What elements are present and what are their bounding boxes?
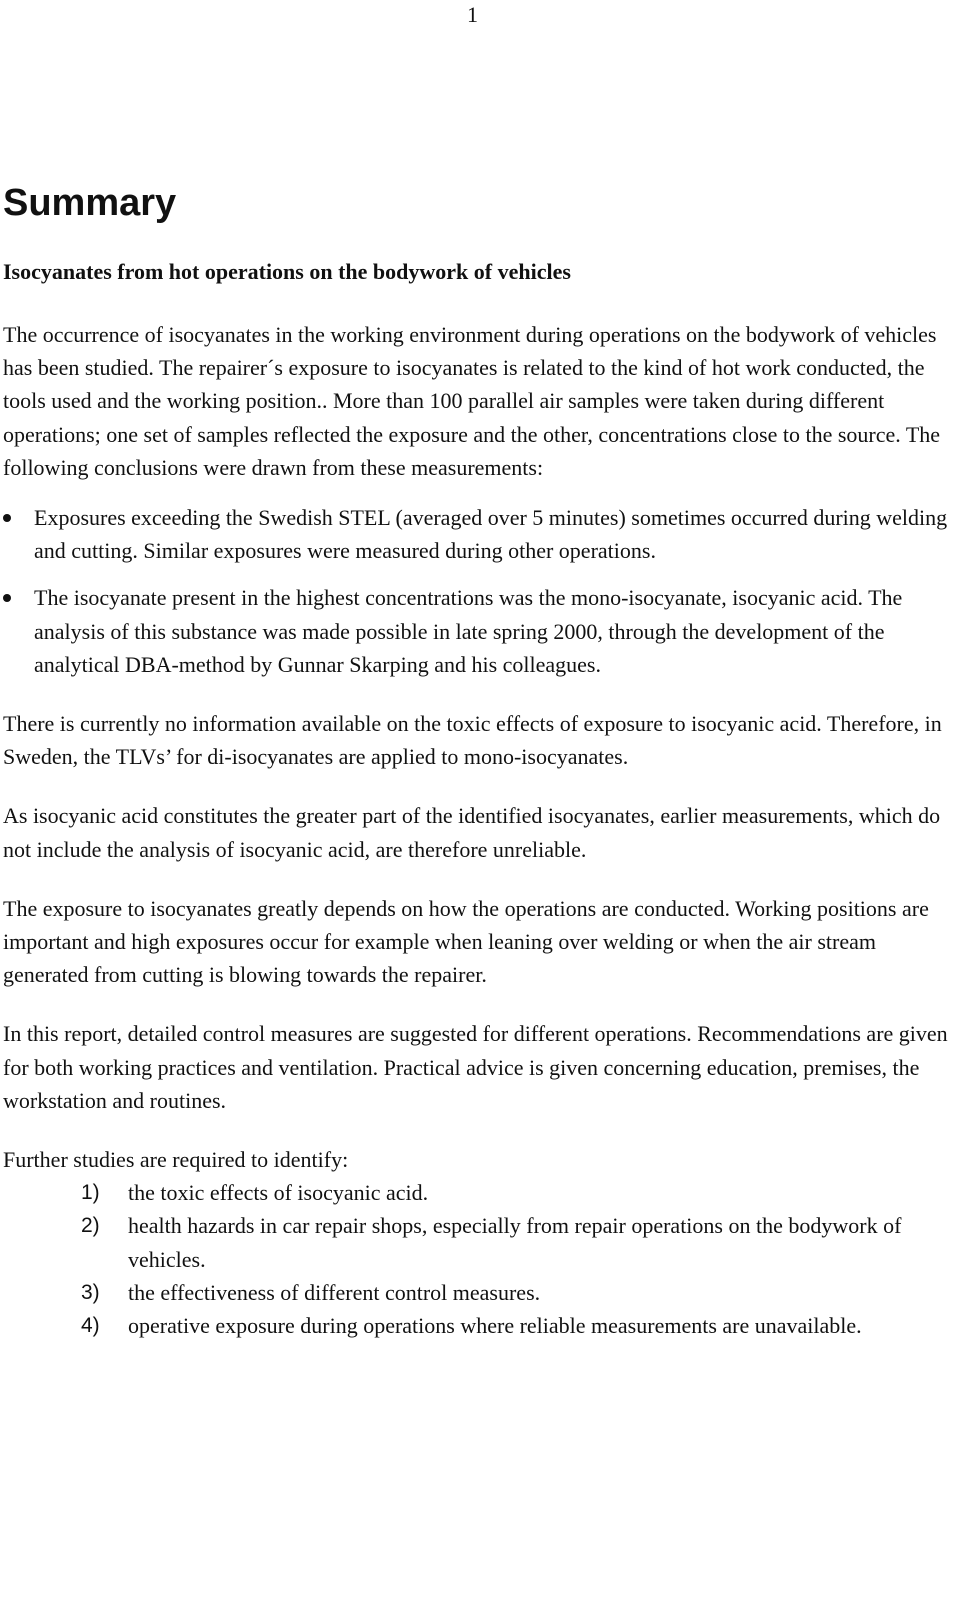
bullet-text: Exposures exceeding the Swedish STEL (averaged over 5 minutes) sometimes occurred during welding and cutting. Similar exposures were measured during other operations. — [34, 505, 948, 564]
list-item — [3, 581, 948, 681]
paragraph: In this report, detailed control measures are suggested for different operations. Recommendations are given for both working practices and ventilation. Practical advice is given concerning education, premises, the workstation and routines. — [3, 1021, 948, 1113]
list-number: 4) — [81, 1314, 100, 1338]
list-item — [3, 1209, 948, 1275]
list-number: 3) — [81, 1280, 100, 1304]
list-item-text: operative exposure during operations where reliable measurements are unavailable. — [128, 1313, 862, 1339]
intro-paragraph: The occurrence of isocyanates in the working environment during operations on the bodywork of vehicles has been studied. The repairer´s exposure to isocyanates is related to the kind of hot work conducted, the tools used and the working position.. More than 100 parallel air samples were taken during different operations; one set of samples reflected the exposure and the other, concentrations close to the source. The following conclusions were drawn from these measurements: — [3, 322, 941, 480]
list-number: 1) — [81, 1181, 100, 1205]
list-item-text: health hazards in car repair shops, especially from repair operations on the bodywork of vehicles. — [128, 1213, 902, 1272]
list-item — [3, 1309, 948, 1342]
list-item-text: the toxic effects of isocyanic acid. — [128, 1180, 429, 1206]
further-studies-intro: Further studies are required to identify: — [3, 1147, 349, 1173]
bullet-icon — [3, 514, 11, 522]
list-item — [3, 1276, 948, 1309]
paragraph: The exposure to isocyanates greatly depends on how the operations are conducted. Working positions are important and high exposures occur for example when leaning over welding or when the air stream generated from cutting is blowing towards the repairer. — [3, 895, 929, 988]
paragraph: As isocyanic acid constitutes the greater part of the identified isocyanates, earlier measurements, which do not include the analysis of isocyanic acid, are therefore unreliable. — [3, 803, 941, 862]
list-item — [3, 1176, 948, 1209]
conclusions-list — [3, 501, 948, 681]
summary-body — [3, 318, 948, 1342]
list-item — [3, 501, 948, 567]
page-number: 1 — [467, 2, 478, 27]
page-title: Summary — [3, 182, 177, 224]
bullet-icon — [3, 594, 11, 602]
section-subheading: Isocyanates from hot operations on the bodywork of vehicles — [3, 259, 571, 284]
further-studies-list — [3, 1176, 948, 1342]
paragraph: There is currently no information available on the toxic effects of exposure to isocyanic acid. Therefore, in Sweden, the TLVs’ for di-isocyanates are applied to mono-isocyanates. — [3, 711, 942, 770]
list-item-text: the effectiveness of different control measures. — [128, 1279, 541, 1305]
list-number: 2) — [81, 1214, 100, 1238]
bullet-text: The isocyanate present in the highest concentrations was the mono-isocyanate, isocyanic acid. The analysis of this substance was made possible in late spring 2000, through the development of the analytical DBA-method by Gunnar Skarping and his colleagues. — [34, 585, 903, 677]
